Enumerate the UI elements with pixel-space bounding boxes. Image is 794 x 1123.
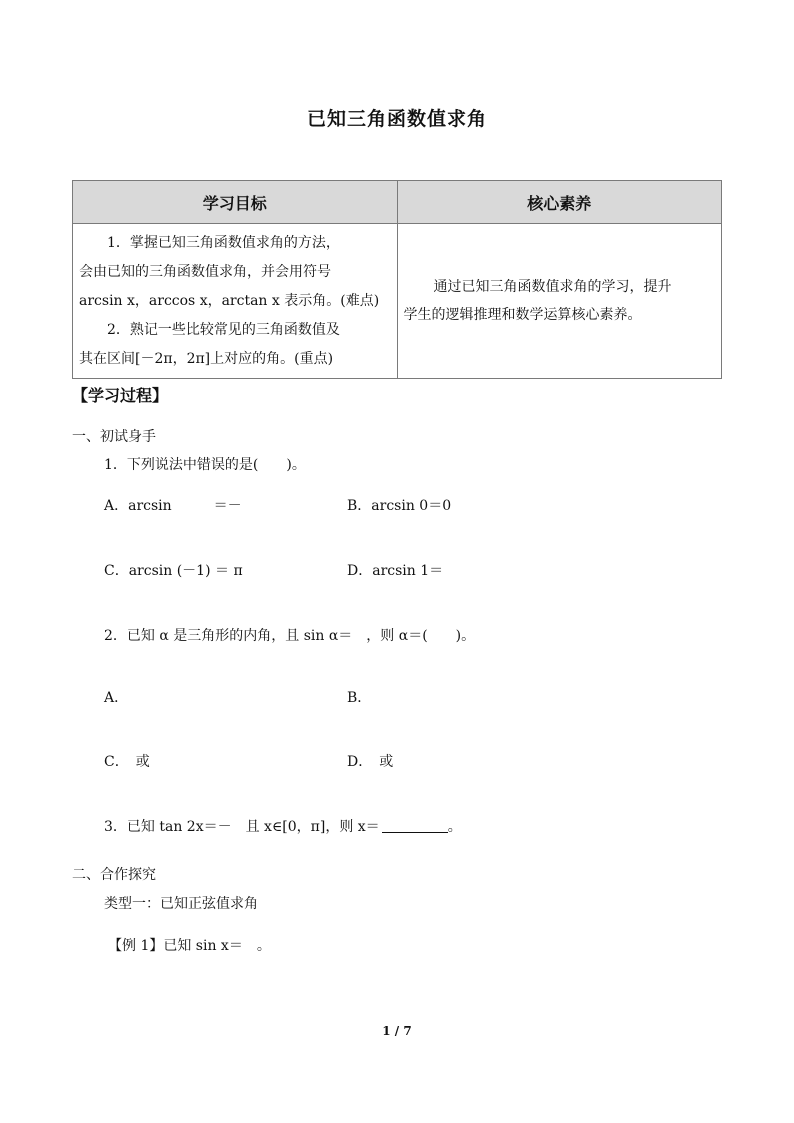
q2-stem: 2．已知 α 是三角形的内角，且 sin α＝ ，则 α＝( )。 (104, 628, 476, 644)
literacy-line: 学生的逻辑推理和数学运算核心素养。 (403, 307, 642, 323)
goal-line: 会由已知的三角函数值求角，并会用符号 (79, 263, 331, 280)
goal-line: 2．熟记一些比较常见的三角函数值及 (107, 321, 340, 338)
part1-heading: 一、初试身手 (72, 429, 156, 445)
goal-line: 1．掌握已知三角函数值求角的方法， (107, 234, 340, 251)
q1-option-a: A．arcsin ＝－ (104, 498, 242, 514)
q1-stem: 1．下列说法中错误的是( )。 (104, 457, 306, 473)
q3-stem (104, 816, 462, 836)
objectives-table (72, 180, 722, 379)
q2-option-d: D． 或 (347, 754, 394, 770)
q1-option-b: B．arcsin 0＝0 (347, 498, 452, 514)
goal-line: 其在区间[－2π，2π]上对应的角。(重点) (79, 350, 334, 367)
answer-blank[interactable] (382, 818, 448, 833)
example1: 【例 1】已知 sin x＝ 。 (108, 938, 271, 954)
learning-goals-cell (73, 224, 398, 379)
literacy-line: 通过已知三角函数值求角的学习，提升 (433, 279, 672, 295)
q2-option-a: A． (104, 690, 129, 706)
page-number: 1 / 7 (382, 1024, 412, 1038)
page-title: 已知三角函数值求角 (306, 108, 487, 130)
q2-option-c: C． 或 (104, 754, 150, 770)
process-heading: 【学习过程】 (72, 386, 169, 405)
part2-heading: 二、合作探究 (72, 867, 156, 883)
header-learning-goals: 学习目标 (73, 181, 398, 224)
q3-text: 3．已知 tan 2x＝－ 且 x∈[0，π]，则 x＝ (104, 819, 380, 835)
core-literacy-cell (397, 224, 722, 379)
q1-option-c: C．arcsin (－1) ＝ π (104, 563, 243, 579)
q2-option-b: B． (347, 690, 372, 706)
q3-end: 。 (447, 819, 462, 835)
goal-line: arcsin x，arccos x，arctan x 表示角。(难点) (79, 292, 380, 309)
header-core-literacy: 核心素养 (397, 181, 722, 224)
type1-heading: 类型一：已知正弦值求角 (104, 896, 258, 912)
q1-option-d: D．arcsin 1＝ (347, 563, 444, 579)
